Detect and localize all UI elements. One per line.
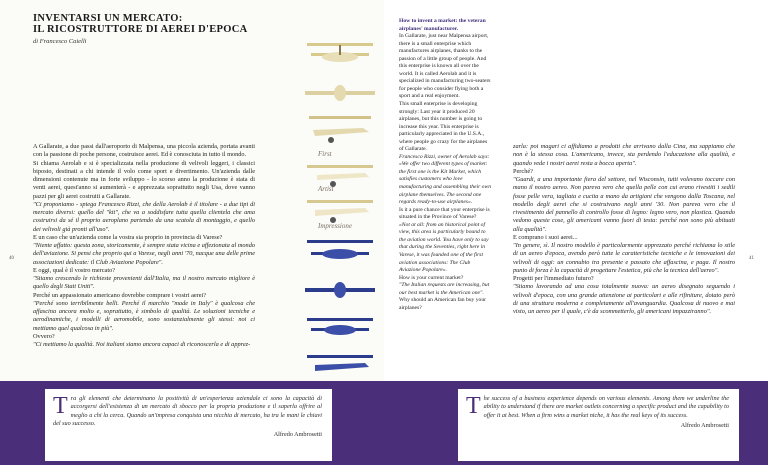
blue-biplane-illustration: [303, 310, 377, 348]
article-title-line-1: INVENTARSI UN MERCATO:: [33, 13, 183, 24]
page-number-left: 40: [9, 256, 14, 261]
pull-quote-author: Alfredo Ambrosetti: [680, 422, 729, 430]
plane-label-impressione: Impressione: [318, 222, 352, 230]
question: Progetti per l'immediato futuro?: [513, 275, 594, 282]
italian-text-column-left: [33, 143, 255, 349]
pull-quote-text: he success of a business experience depends on various elements. Among them we underline the ability to understand if there are market outlets concerning a specific product and the capability to offer it at best. When a firm wins a market niche, it has the real keys of its success.: [483, 395, 729, 419]
dropcap: T: [466, 393, 481, 419]
paragraph: Si chiama Aerolab e si è specializzata nella produzione di velivoli leggeri, i classici biposto, destinati a chi intende il volo come sport e divertimento. Un'azienda dalle dimensioni contenute ma in forte sviluppo - lo scorso anno la produzione è stata di venti aerei, quest'anno si aumenterà - e apprezzata soprattutto negli Usa, dove vanno pazzi per gli aerei costruiti a Gallarate.: [33, 159, 255, 200]
paragraph: In Gallarate, just near Malpensa airport, there is a small enterprise which manufactures airplanes, thanks to the passion of a little group of people. And this enterprise is known all over the world. It is called Aerolab and it is specialized in manufacturing two-seaters for people who consider flying both a sport and a real enjoyment.: [399, 33, 491, 100]
answer: "The Italian requests are increasing, but our best market is the American one".: [399, 282, 490, 296]
paragraph: This small enterprise is developing strongly: Last year it produced 20 airplanes, but this number is going to increase this year. This enterprise is particularly appreciated in the U.S.A., where people go crazy for the airplanes of Gallarate.: [399, 101, 488, 153]
pull-quote-italian: [45, 389, 332, 461]
plane-label-first: First: [318, 150, 332, 158]
question: Ovvero?: [33, 332, 55, 340]
question: E oggi, qual è il vostro mercato?: [33, 266, 116, 274]
question: E un caso che un'azienda come la vostra sia proprio in provincia di Varese?: [33, 233, 223, 241]
question: Perché?: [513, 167, 533, 175]
page-number-right: 41: [749, 256, 754, 261]
paragraph: "Ci proponiamo - spiega Francesco Rizzi, che della Aerolab è il titolare - a due tipi di mercato diversi: quello del "kit", che va a soddisfare tutta quella clientela che ama costruirsi da sé il proprio aeroplano partendo da una scatola di montaggio, e quello dei velivoli già pronti all'uso".: [33, 200, 255, 233]
answer: "Stiamo crescendo le richieste provenienti dall'Italia, ma il nostro mercato migliore è quello degli Stati Uniti".: [33, 275, 255, 291]
answer: "Stiamo lavorando ad una cosa totalmente nuova: un aereo disegnato seguendo i velivoli d'epoca, con una grande attenzione ai particolari e alle rifiniture, dotato però di una struttura moderna e completamente all'avanguardia. Qualcosa di nuovo e mai visto, un aereo per il quale, c'è da scommetterlo, gli americani impazziranno".: [513, 283, 735, 315]
blue-biplane-illustration: [303, 272, 377, 310]
monoplane-illustration: [303, 110, 377, 148]
biplane-illustration: [303, 75, 377, 113]
paragraph: Francesco Rizzi, owner of Aerolab says: «We offer two different types of market: the first one is the Kit Market, which satisfies customers who love manufacturing and assembling their own airplane themselves. The second one regards ready-to-use airplanes».: [399, 153, 491, 206]
plane-label-artist: Artist: [318, 185, 334, 193]
blue-biplane-illustration: [303, 232, 377, 270]
pull-quote-author: Alfredo Ambrosetti: [273, 430, 322, 438]
dropcap: T: [53, 393, 68, 419]
blue-monoplane-illustration: [303, 345, 377, 383]
monoplane-illustration: [303, 155, 377, 193]
question: How is your current market?: [399, 274, 464, 281]
english-text-column: [399, 18, 493, 312]
question: Why should an American fan buy your airplanes?: [399, 297, 486, 311]
paragraph: A Gallarate, a due passi dall'aeroporto di Malpensa, una piccola azienda, portata avanti con la passione di poche persone, costruisce aerei. Ed è conosciuta in tutto il mondo.: [33, 143, 255, 159]
italian-text-column-right: [513, 143, 735, 316]
english-heading: How to invent a market: the veteran airplanes' manufacturer.: [399, 18, 486, 32]
question: Is it a pure chance that your enterprise is situated in the Province of Varese?: [399, 206, 490, 221]
question: Perché un appassionato americano dovrebbe comprare i vostri aerei?: [33, 291, 207, 299]
article-title: [33, 13, 273, 35]
answer: "Ci mettiamo la qualità. Noi italiani siamo ancora capaci di riconoscerla e di apprez-: [33, 341, 251, 348]
answer: zarla: poi magari ci affidiamo a prodotti che arrivano dalla Cina, ma sappiamo che non è la stessa cosa. L'americano, invece, sta perdendo l'educazione alla qualità, e quando vede i nostri aerei resta a bocca aperta".: [513, 143, 735, 167]
answer: "Perché sono terribilmente belli. Perché il marchio "made in Italy" è qualcosa che affascina ancora molto e, soprattutto, è simbolo di qualità. Le soluzioni tecniche e aerodinamiche, i modelli di aeromobile, sono sostanzialmente gli stessi: noi ci mettiamo quel qualcosa in più".: [33, 299, 255, 332]
answer: «Not at all: from an historical point of view, this area is particularly bound to the aviation world. You have only to say that during the Seventies, right here in Varese, it was founded one of the first aviation associations: The Club Aviazione Popolare».: [399, 221, 489, 274]
answer: "Guardi, a una importante fiera del settore, nel Wisconsin, tutti volevano toccare con mano il nostro aereo. Non pareva vero che quella pelle con cui erano rivestiti i sedili fosse pelle vera, tagliata e cucita a mano da artigiani che vengono dalla Toscana, nel modello degli aerei che si costruivano negli anni '30. Non pareva vero che il rivestimento del pannello di controllo fosse di legno: legno vero, non plastica. Quando vedono queste cose, gli americani vanno fuori di testa: perché non sono più abituati alla qualità".: [513, 176, 735, 233]
pull-quote-text: ra gli elementi che determinano la positività di un'esperienza aziendale ci sono la capacità di accorgersi dell'esistenza di un mercato di sbocco per la propria produzione e il saperla offrire al meglio a chi la cerca. Quando un'impresa conquista una nicchia di mercato, ha tra le mani le chiavi del suo successo.: [53, 395, 322, 428]
answer: "In genere, sì. Il nostro modello è particolarmente apprezzato perché richiama lo stile di un aereo d'epoca, avendo però tutte le caratteristiche tecniche e le innovazioni dei velivoli di oggi: un connubio tra presente e passato che affascina, e paga. Il nostro punto di forza è la capacità di progettare l'estetica, più che la tecnica dell'aereo".: [513, 242, 735, 274]
pull-quote-english: [458, 389, 739, 461]
question: E comprano i suoi aerei...: [513, 233, 578, 241]
article-byline: di Francesco Caielli: [33, 38, 87, 45]
airplane-gallery: [290, 0, 390, 392]
biplane-illustration: [303, 35, 377, 73]
article-title-line-2: IL RICOSTRUTTORE DI AEREI D'EPOCA: [33, 24, 248, 35]
answer: "Niente affatto: questa zona, storicamente, è sempre stata vicina e affezionata al mondo dell'aviazione. Si pensi che proprio qui a Varese, negli anni '70, nacque una delle prime associazioni dedicate: il Club Aviazione Popolare".: [33, 242, 255, 266]
